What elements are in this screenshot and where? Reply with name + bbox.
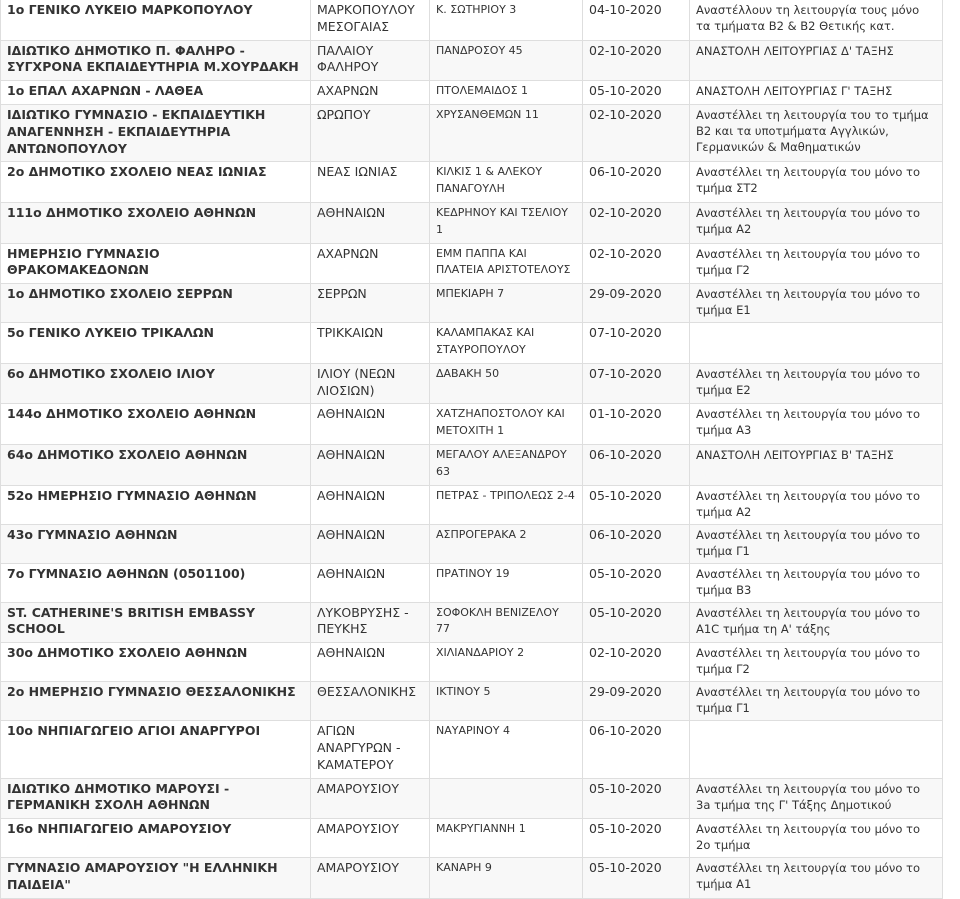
date-cell: 07-10-2020 <box>583 363 690 404</box>
note-cell: Αναστέλλει τη λειτουργία του μόνο το τμήμα Α2 <box>690 202 943 243</box>
school-name-cell: 10ο ΝΗΠΙΑΓΩΓΕΙΟ ΑΓΙΟΙ ΑΝΑΡΓΥΡΟΙ <box>1 721 311 778</box>
note-cell: Αναστέλλει τη λειτουργία του μόνο το Α1C τμήμα τη Α' τάξης <box>690 602 943 643</box>
date-cell: 06-10-2020 <box>583 721 690 778</box>
municipality-cell: ΑΜΑΡΟΥΣΙΟΥ <box>311 858 430 899</box>
municipality-cell: ΑΓΙΩΝ ΑΝΑΡΓΥΡΩΝ - ΚΑΜΑΤΕΡΟΥ <box>311 721 430 778</box>
date-cell: 07-10-2020 <box>583 323 690 364</box>
address-cell: ΧΡΥΣΑΝΘΕΜΩΝ 11 <box>430 104 583 161</box>
note-cell <box>690 721 943 778</box>
school-name-cell: 7ο ΓΥΜΝΑΣΙΟ ΑΘΗΝΩΝ (0501100) <box>1 563 311 602</box>
school-name-cell: 1ο ΔΗΜΟΤΙΚΟ ΣΧΟΛΕΙΟ ΣΕΡΡΩΝ <box>1 284 311 323</box>
address-cell: ΠΡΑΤΙΝΟΥ 19 <box>430 563 583 602</box>
date-cell: 05-10-2020 <box>583 485 690 524</box>
municipality-cell: ΑΧΑΡΝΩΝ <box>311 243 430 284</box>
address-cell: ΚΙΛΚΙΣ 1 & ΑΛΕΚΟΥ ΠΑΝΑΓΟΥΛΗ <box>430 162 583 203</box>
table-body <box>1 0 943 898</box>
municipality-cell: ΤΡΙΚΚΑΙΩΝ <box>311 323 430 364</box>
school-name-cell: 1ο ΕΠΑΛ ΑΧΑΡΝΩΝ - ΛΑΘΕΑ <box>1 81 311 105</box>
date-cell: 02-10-2020 <box>583 643 690 682</box>
address-cell: ΠΕΤΡΑΣ - ΤΡΙΠΟΛΕΩΣ 2-4 <box>430 485 583 524</box>
municipality-cell: ΑΘΗΝΑΙΩΝ <box>311 563 430 602</box>
note-cell: Αναστέλλει τη λειτουργία του μόνο το 3a τμήμα της Γ' Τάξης Δημοτικού <box>690 778 943 819</box>
school-name-cell: ΙΔΙΩΤΙΚΟ ΔΗΜΟΤΙΚΟ Π. ΦΑΛΗΡΟ - ΣΥΓΧΡΟΝΑ ΕΚΠΑΙΔΕΥΤΗΡΙΑ Μ.ΧΟΥΡΔΑΚΗ <box>1 40 311 81</box>
date-cell: 06-10-2020 <box>583 444 690 485</box>
municipality-cell: ΑΘΗΝΑΙΩΝ <box>311 404 430 445</box>
note-cell: Αναστέλλει τη λειτουργία του μόνο το τμήμα Γ2 <box>690 243 943 284</box>
date-cell: 02-10-2020 <box>583 104 690 161</box>
date-cell: 05-10-2020 <box>583 563 690 602</box>
address-cell: ΝΑΥΑΡΙΝΟΥ 4 <box>430 721 583 778</box>
school-name-cell: 144ο ΔΗΜΟΤΙΚΟ ΣΧΟΛΕΙΟ ΑΘΗΝΩΝ <box>1 404 311 445</box>
table-row <box>1 243 943 284</box>
date-cell: 06-10-2020 <box>583 162 690 203</box>
date-cell: 02-10-2020 <box>583 202 690 243</box>
table-row <box>1 444 943 485</box>
table-row <box>1 284 943 323</box>
date-cell: 29-09-2020 <box>583 284 690 323</box>
school-name-cell: ΗΜΕΡΗΣΙΟ ΓΥΜΝΑΣΙΟ ΘΡΑΚΟΜΑΚΕΔΟΝΩΝ <box>1 243 311 284</box>
municipality-cell: ΑΘΗΝΑΙΩΝ <box>311 524 430 563</box>
municipality-cell: ΑΘΗΝΑΙΩΝ <box>311 202 430 243</box>
school-name-cell: 111ο ΔΗΜΟΤΙΚΟ ΣΧΟΛΕΙΟ ΑΘΗΝΩΝ <box>1 202 311 243</box>
note-cell: ΑΝΑΣΤΟΛΗ ΛΕΙΤΟΥΡΓΙΑΣ Β' ΤΑΞΗΣ <box>690 444 943 485</box>
table-row <box>1 0 943 40</box>
municipality-cell: ΩΡΩΠΟΥ <box>311 104 430 161</box>
municipality-cell: ΑΘΗΝΑΙΩΝ <box>311 444 430 485</box>
table-row <box>1 524 943 563</box>
date-cell: 29-09-2020 <box>583 682 690 721</box>
school-name-cell: 16ο ΝΗΠΙΑΓΩΓΕΙΟ ΑΜΑΡΟΥΣΙΟΥ <box>1 819 311 858</box>
table-row <box>1 323 943 364</box>
date-cell: 05-10-2020 <box>583 858 690 899</box>
note-cell: Αναστέλλει τη λειτουργία του μόνο το τμήμα Α1 <box>690 858 943 899</box>
address-cell: ΣΟΦΟΚΛΗ ΒΕΝΙΖΕΛΟΥ 77 <box>430 602 583 643</box>
note-cell: Αναστέλλει τη λειτουργία του μόνο το τμήμα Ε1 <box>690 284 943 323</box>
municipality-cell: ΑΜΑΡΟΥΣΙΟΥ <box>311 819 430 858</box>
date-cell: 05-10-2020 <box>583 778 690 819</box>
table-row <box>1 819 943 858</box>
school-name-cell: ΙΔΙΩΤΙΚΟ ΔΗΜΟΤΙΚΟ ΜΑΡΟΥΣΙ - ΓΕΡΜΑΝΙΚΗ ΣΧΟΛΗ ΑΘΗΝΩΝ <box>1 778 311 819</box>
address-cell: ΙΚΤΙΝΟΥ 5 <box>430 682 583 721</box>
table-row <box>1 162 943 203</box>
table-row <box>1 721 943 778</box>
school-name-cell: 2ο ΗΜΕΡΗΣΙΟ ΓΥΜΝΑΣΙΟ ΘΕΣΣΑΛΟΝΙΚΗΣ <box>1 682 311 721</box>
municipality-cell: ΜΑΡΚΟΠΟΥΛΟΥ ΜΕΣΟΓΑΙΑΣ <box>311 0 430 40</box>
note-cell: Αναστέλλει τη λειτουργία του μόνο το τμήμα Γ1 <box>690 682 943 721</box>
municipality-cell: ΣΕΡΡΩΝ <box>311 284 430 323</box>
table-row <box>1 682 943 721</box>
address-cell: ΜΕΓΑΛΟΥ ΑΛΕΞΑΝΔΡΟΥ 63 <box>430 444 583 485</box>
school-name-cell: 2ο ΔΗΜΟΤΙΚΟ ΣΧΟΛΕΙΟ ΝΕΑΣ ΙΩΝΙΑΣ <box>1 162 311 203</box>
address-cell: ΚΑΛΑΜΠΑΚΑΣ ΚΑΙ ΣΤΑΥΡΟΠΟΥΛΟΥ <box>430 323 583 364</box>
date-cell: 01-10-2020 <box>583 404 690 445</box>
note-cell: Αναστέλλει τη λειτουργία του μόνο το τμήμα ΣΤ2 <box>690 162 943 203</box>
school-name-cell: 64ο ΔΗΜΟΤΙΚΟ ΣΧΟΛΕΙΟ ΑΘΗΝΩΝ <box>1 444 311 485</box>
note-cell: Αναστέλλουν τη λειτουργία τους μόνο τα τμήματα Β2 & Β2 Θετικής κατ. <box>690 0 943 40</box>
school-name-cell: ST. CATHERINE'S BRITISH EMBASSY SCHOOL <box>1 602 311 643</box>
table-row <box>1 643 943 682</box>
table-row <box>1 778 943 819</box>
municipality-cell: ΘΕΣΣΑΛΟΝΙΚΗΣ <box>311 682 430 721</box>
municipality-cell: ΑΘΗΝΑΙΩΝ <box>311 643 430 682</box>
note-cell: Αναστέλλει τη λειτουργία του μόνο το τμήμα Ε2 <box>690 363 943 404</box>
address-cell: ΚΑΝΑΡΗ 9 <box>430 858 583 899</box>
address-cell: ΠΑΝΔΡΟΣΟΥ 45 <box>430 40 583 81</box>
address-cell: ΕΜΜ ΠΑΠΠΑ ΚΑΙ ΠΛΑΤΕΙΑ ΑΡΙΣΤΟΤΕΛΟΥΣ <box>430 243 583 284</box>
school-name-cell: 1ο ΓΕΝΙΚΟ ΛΥΚΕΙΟ ΜΑΡΚΟΠΟΥΛΟΥ <box>1 0 311 40</box>
school-name-cell: 43ο ΓΥΜΝΑΣΙΟ ΑΘΗΝΩΝ <box>1 524 311 563</box>
table-row <box>1 363 943 404</box>
municipality-cell: ΙΛΙΟΥ (ΝΕΩΝ ΛΙΟΣΙΩΝ) <box>311 363 430 404</box>
date-cell: 02-10-2020 <box>583 243 690 284</box>
municipality-cell: ΝΕΑΣ ΙΩΝΙΑΣ <box>311 162 430 203</box>
table-row <box>1 40 943 81</box>
note-cell: Αναστέλλει τη λειτουργία του μόνο το τμήμα Β3 <box>690 563 943 602</box>
municipality-cell: ΛΥΚΟΒΡΥΣΗΣ - ΠΕΥΚΗΣ <box>311 602 430 643</box>
date-cell: 05-10-2020 <box>583 819 690 858</box>
note-cell: Αναστέλλει τη λειτουργία του μόνο το τμήμα Γ1 <box>690 524 943 563</box>
note-cell <box>690 323 943 364</box>
school-name-cell: 30ο ΔΗΜΟΤΙΚΟ ΣΧΟΛΕΙΟ ΑΘΗΝΩΝ <box>1 643 311 682</box>
table-row <box>1 858 943 899</box>
address-cell <box>430 778 583 819</box>
table-row <box>1 602 943 643</box>
address-cell: ΧΑΤΖΗΑΠΟΣΤΟΛΟΥ ΚΑΙ ΜΕΤΟΧΙΤΗ 1 <box>430 404 583 445</box>
note-cell: Αναστέλλει τη λειτουργία του μόνο το τμήμα Α2 <box>690 485 943 524</box>
municipality-cell: ΑΜΑΡΟΥΣΙΟΥ <box>311 778 430 819</box>
date-cell: 04-10-2020 <box>583 0 690 40</box>
table-row <box>1 563 943 602</box>
school-name-cell: 5ο ΓΕΝΙΚΟ ΛΥΚΕΙΟ ΤΡΙΚΑΛΩΝ <box>1 323 311 364</box>
table-row <box>1 404 943 445</box>
school-name-cell: 6ο ΔΗΜΟΤΙΚΟ ΣΧΟΛΕΙΟ ΙΛΙΟΥ <box>1 363 311 404</box>
address-cell: ΑΣΠΡΟΓΕΡΑΚΑ 2 <box>430 524 583 563</box>
note-cell: Αναστέλλει τη λειτουργία του μόνο το τμήμα Γ2 <box>690 643 943 682</box>
municipality-cell: ΑΘΗΝΑΙΩΝ <box>311 485 430 524</box>
municipality-cell: ΑΧΑΡΝΩΝ <box>311 81 430 105</box>
school-name-cell: ΓΥΜΝΑΣΙΟ ΑΜΑΡΟΥΣΙΟΥ "Η ΕΛΛΗΝΙΚΗ ΠΑΙΔΕΙΑ" <box>1 858 311 899</box>
address-cell: ΔΑΒΑΚΗ 50 <box>430 363 583 404</box>
school-name-cell: ΙΔΙΩΤΙΚΟ ΓΥΜΝΑΣΙΟ - ΕΚΠΑΙΔΕΥΤΙΚΗ ΑΝΑΓΕΝΝΗΣΗ - ΕΚΠΑΙΔΕΥΤΗΡΙΑ ΑΝΤΩΝΟΠΟΥΛΟΥ <box>1 104 311 161</box>
address-cell: Κ. ΣΩΤΗΡΙΟΥ 3 <box>430 0 583 40</box>
date-cell: 05-10-2020 <box>583 602 690 643</box>
note-cell: Αναστέλλει τη λειτουργία του μόνο το τμήμα Α3 <box>690 404 943 445</box>
table-row <box>1 485 943 524</box>
address-cell: ΜΠΕΚΙΑΡΗ 7 <box>430 284 583 323</box>
address-cell: ΜΑΚΡΥΓΙΑΝΝΗ 1 <box>430 819 583 858</box>
date-cell: 02-10-2020 <box>583 40 690 81</box>
municipality-cell: ΠΑΛΑΙΟΥ ΦΑΛΗΡΟΥ <box>311 40 430 81</box>
table-row <box>1 81 943 105</box>
address-cell: ΧΙΛΙΑΝΔΑΡΙΟΥ 2 <box>430 643 583 682</box>
note-cell: ΑΝΑΣΤΟΛΗ ΛΕΙΤΟΥΡΓΙΑΣ Δ' ΤΑΞΗΣ <box>690 40 943 81</box>
note-cell: Αναστέλλει τη λειτουργία του μόνο το 2ο τμήμα <box>690 819 943 858</box>
note-cell: ΑΝΑΣΤΟΛΗ ΛΕΙΤΟΥΡΓΙΑΣ Γ' ΤΑΞΗΣ <box>690 81 943 105</box>
table-row <box>1 202 943 243</box>
date-cell: 06-10-2020 <box>583 524 690 563</box>
date-cell: 05-10-2020 <box>583 81 690 105</box>
table-row <box>1 104 943 161</box>
address-cell: ΠΤΟΛΕΜΑΙΔΟΣ 1 <box>430 81 583 105</box>
note-cell: Αναστέλλει τη λειτουργία του το τμήμα Β2 και τα υποτμήματα Αγγλικών, Γερμανικών & Μαθηματικών <box>690 104 943 161</box>
school-name-cell: 52ο ΗΜΕΡΗΣΙΟ ΓΥΜΝΑΣΙΟ ΑΘΗΝΩΝ <box>1 485 311 524</box>
address-cell: ΚΕΔΡΗΝΟΥ ΚΑΙ ΤΣΕΛΙΟΥ 1 <box>430 202 583 243</box>
